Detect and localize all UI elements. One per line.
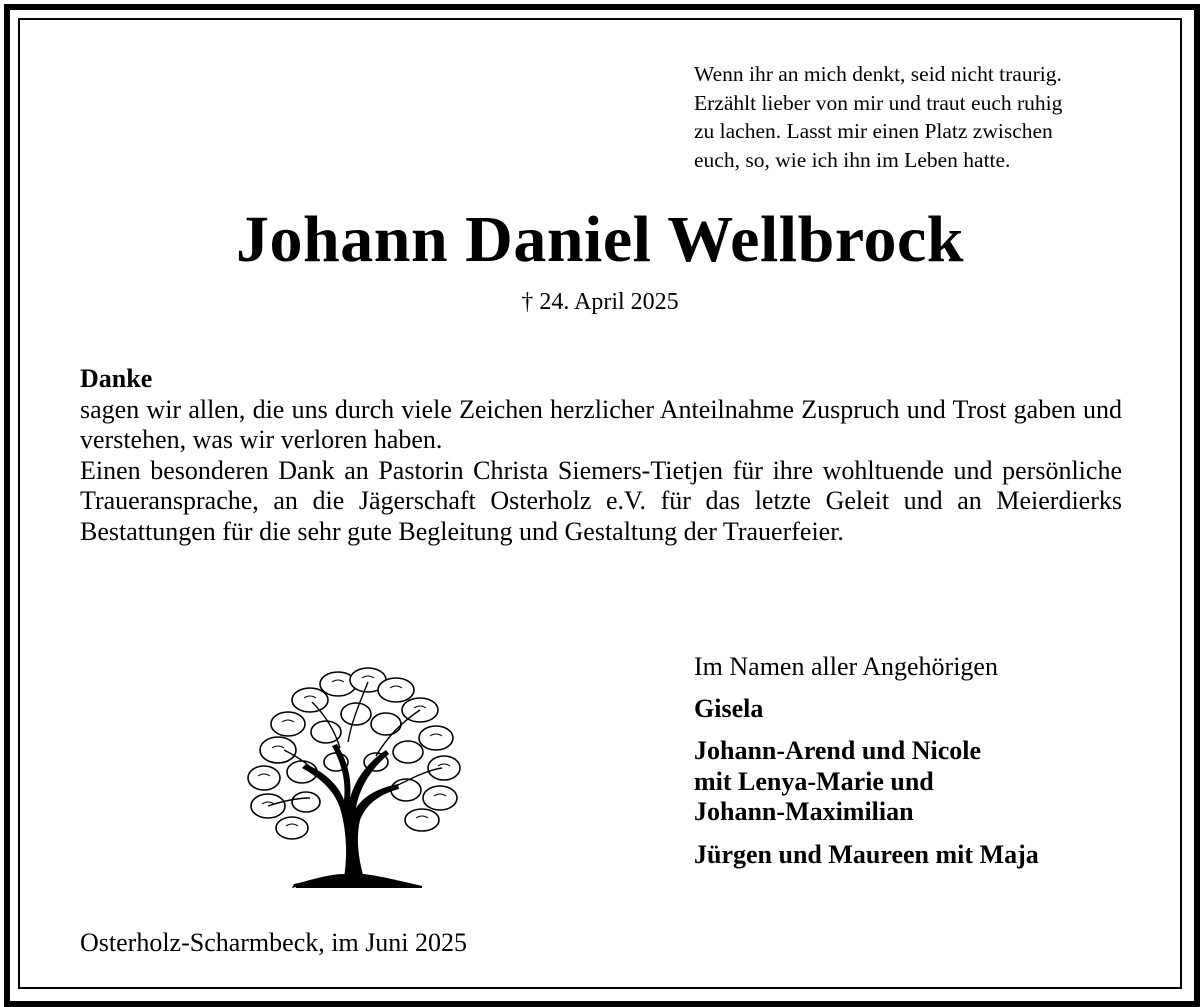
family-member: Gisela: [694, 693, 764, 723]
signature-block: [694, 652, 1154, 870]
quote-line: zu lachen. Lasst mir einen Platz zwischen: [694, 119, 1053, 143]
death-date: † 24. April 2025: [521, 289, 679, 315]
thanks-heading: Danke: [80, 364, 153, 393]
family-member: Johann-Arend und Nicole: [694, 736, 982, 765]
tree-icon: [236, 652, 472, 890]
memorial-quote: [694, 60, 1134, 174]
quote-line: Wenn ihr an mich denkt, seid nicht traurig.: [694, 62, 1062, 86]
quote-line: euch, so, wie ich ihn im Leben hatte.: [694, 147, 1011, 172]
quote-line: Erzählt lieber von mir und traut euch ruhig: [694, 90, 1063, 115]
family-member: mit Lenya-Marie und: [694, 766, 934, 796]
thanks-paragraph: sagen wir allen, die uns durch viele Zeichen herzlicher Anteilnahme Zuspruch und Trost gaben und verstehen, was wir verloren haben.: [80, 394, 1122, 454]
thank-you-text: [80, 364, 1122, 547]
family-member: Jürgen und Maureen mit Maja: [694, 839, 1039, 869]
signature-intro: Im Namen aller Angehörigen: [694, 652, 998, 681]
thanks-paragraph: Einen besonderen Dank an Pastorin Christa Siemers-Tietjen für ihre wohltuende und persönliche Traueransprache, an die Jägerschaft Osterholz e.V. für das letzte Geleit und an Meierdierks Bestattungen für die sehr gute Begleitung und Gestaltung der Trauerfeier.: [80, 455, 1122, 546]
place-date: Osterholz-Scharmbeck, im Juni 2025: [80, 928, 468, 957]
family-member: Johann-Maximilian: [694, 797, 914, 826]
deceased-name: Johann Daniel Wellbrock: [236, 203, 964, 276]
